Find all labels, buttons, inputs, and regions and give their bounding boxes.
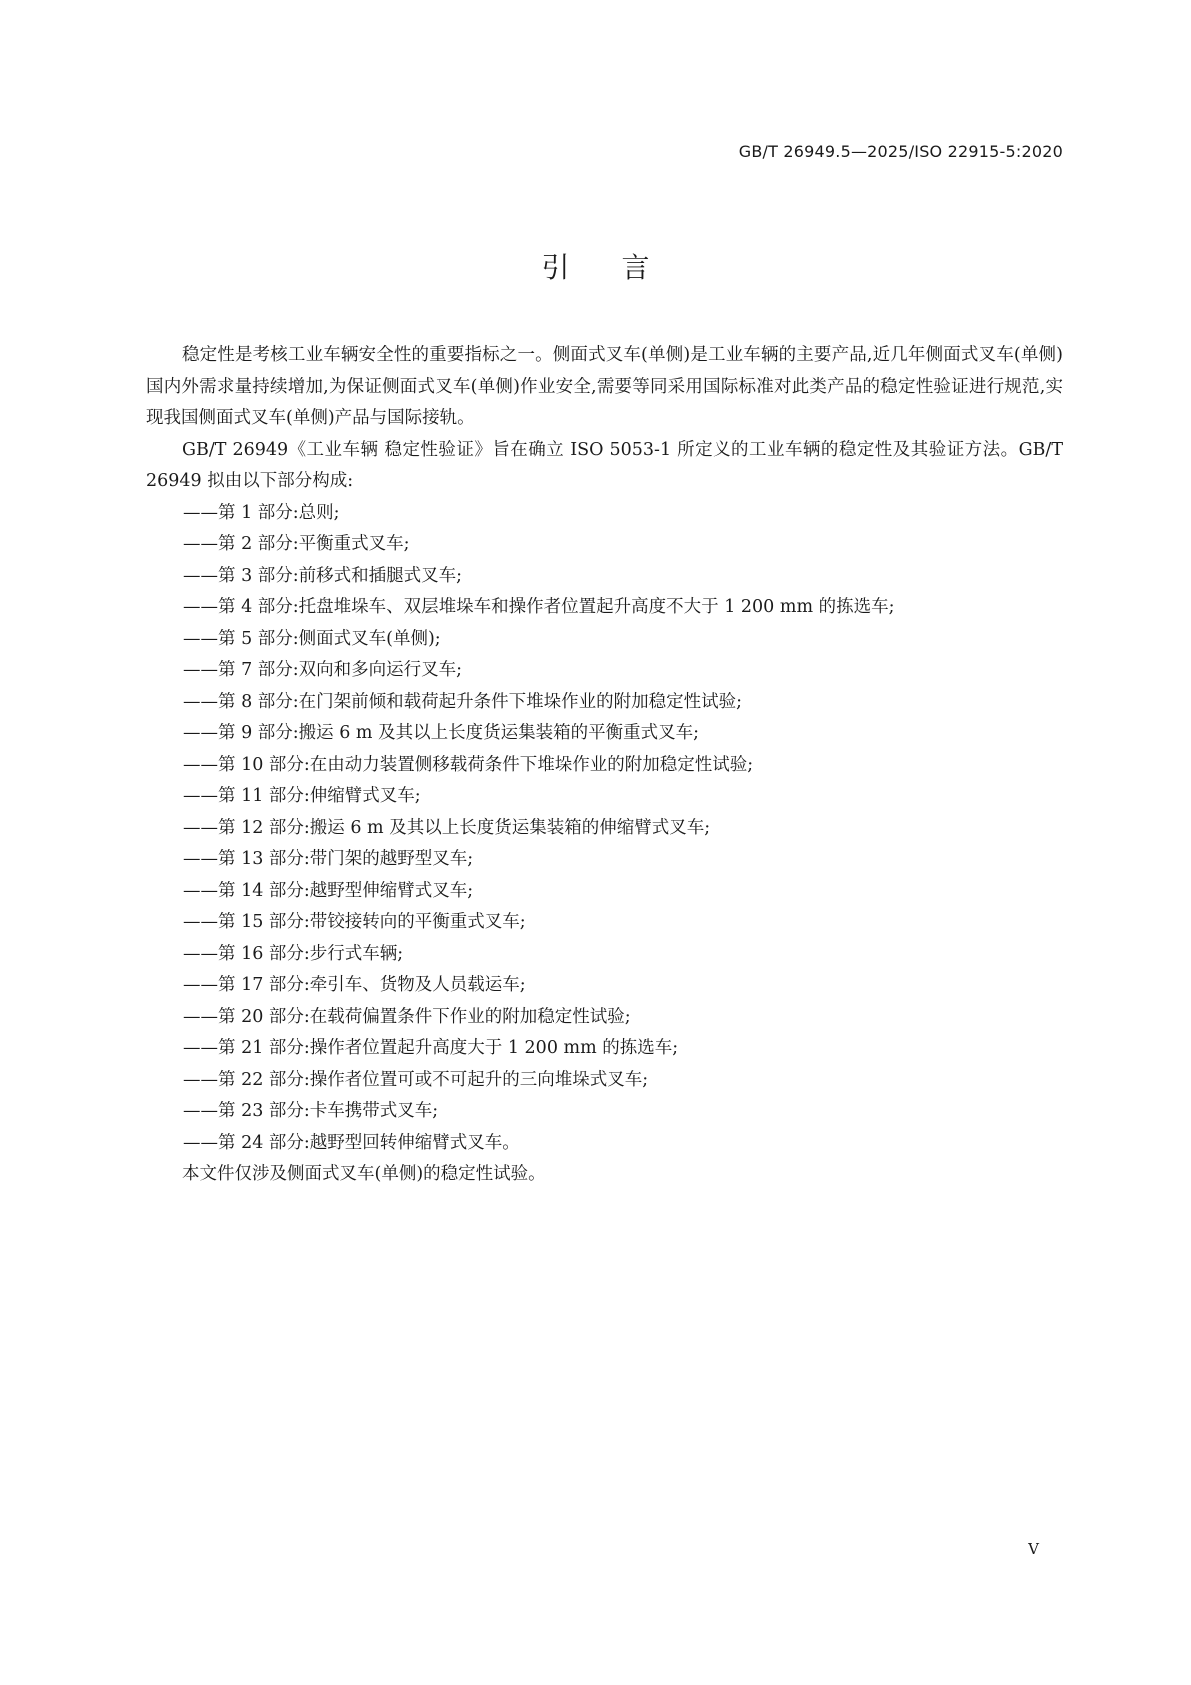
list-item: ——第 13 部分:带门架的越野型叉车;: [183, 849, 474, 869]
list-item: ——第 21 部分:操作者位置起升高度大于 1 200 mm 的拣选车;: [183, 1038, 679, 1058]
list-item: ——第 16 部分:步行式车辆;: [183, 943, 404, 964]
list-item: ——第 1 部分:总则;: [183, 502, 340, 523]
list-item: ——第 24 部分:越野型回转伸缩臂式叉车。: [183, 1132, 520, 1153]
list-item: ——第 15 部分:带铰接转向的平衡重式叉车;: [183, 912, 526, 932]
list-item: ——第 20 部分:在载荷偏置条件下作业的附加稳定性试验;: [183, 1006, 631, 1027]
intro-paragraph-1: 稳定性是考核工业车辆安全性的重要指标之一。侧面式叉车(单侧)是工业车辆的主要产品,近几年侧面式叉车(单侧)国内外需求量持续增加,为保证侧面式叉车(单侧)作业安全,需要等同采用国际标准对此类产品的稳定性验证进行规范,实现我国侧面式叉车(单侧)产品与国际接轨。: [146, 345, 1063, 428]
list-item: ——第 17 部分:牵引车、货物及人员载运车;: [183, 975, 526, 995]
list-item: ——第 4 部分:托盘堆垛车、双层堆垛车和操作者位置起升高度不大于 1 200 mm 的拣选车;: [183, 597, 895, 617]
list-item: ——第 22 部分:操作者位置可或不可起升的三向堆垛式叉车;: [183, 1069, 649, 1090]
parts-list: [146, 498, 1063, 1160]
list-item: ——第 23 部分:卡车携带式叉车;: [183, 1101, 439, 1121]
list-item: ——第 2 部分:平衡重式叉车;: [183, 534, 410, 554]
page-title: 引言: [541, 251, 702, 284]
list-item: ——第 10 部分:在由动力装置侧移载荷条件下堆垛作业的附加稳定性试验;: [183, 754, 754, 775]
list-item: ——第 7 部分:双向和多向运行叉车;: [183, 660, 463, 680]
list-item: ——第 12 部分:搬运 6 m 及其以上长度货运集装箱的伸缩臂式叉车;: [183, 817, 711, 838]
list-item: ——第 9 部分:搬运 6 m 及其以上长度货运集装箱的平衡重式叉车;: [183, 723, 699, 743]
list-item: ——第 14 部分:越野型伸缩臂式叉车;: [183, 880, 474, 901]
closing-paragraph: 本文件仅涉及侧面式叉车(单侧)的稳定性试验。: [182, 1164, 546, 1184]
standard-number-header: GB/T 26949.5—2025/ISO 22915-5:2020: [738, 142, 1063, 161]
page-number: V: [1028, 1540, 1039, 1558]
document-body: [146, 340, 1063, 1191]
list-item: ——第 11 部分:伸缩臂式叉车;: [183, 786, 421, 806]
list-item: ——第 5 部分:侧面式叉车(单侧);: [183, 628, 441, 649]
list-item: ——第 8 部分:在门架前倾和载荷起升条件下堆垛作业的附加稳定性试验;: [183, 691, 743, 712]
list-item: ——第 3 部分:前移式和插腿式叉车;: [183, 565, 463, 586]
intro-paragraph-2: GB/T 26949《工业车辆 稳定性验证》旨在确立 ISO 5053-1 所定义的工业车辆的稳定性及其验证方法。GB/T 26949 拟由以下部分构成:: [146, 439, 1063, 491]
